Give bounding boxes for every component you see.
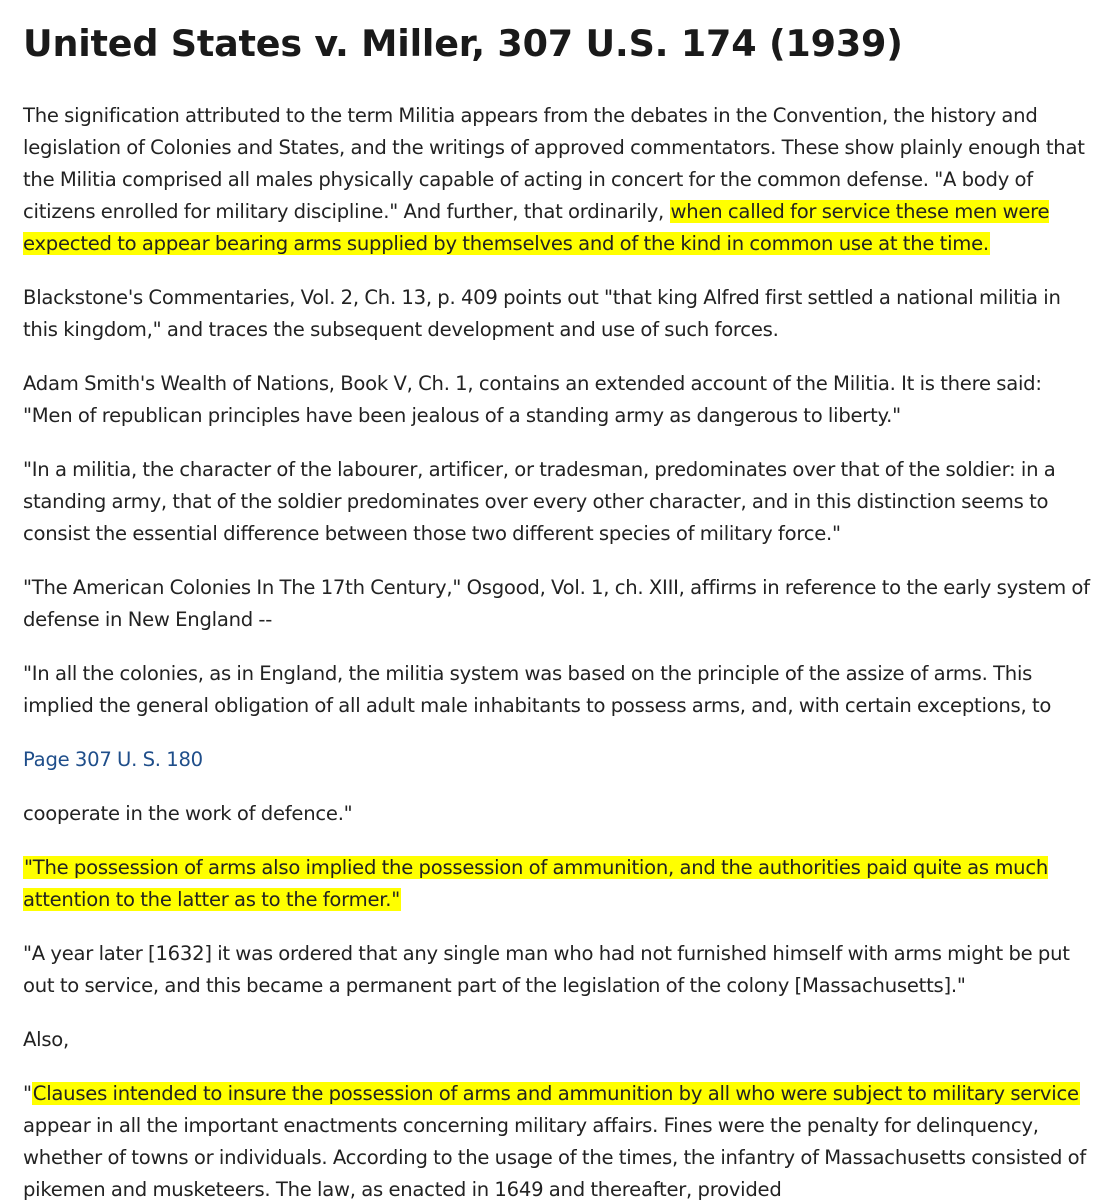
- paragraph-also: Also,: [23, 1028, 70, 1051]
- open-quote: ": [23, 1082, 32, 1105]
- paragraph-text: The signification attributed to the term Militia appears from the debates in the Convention, the history and legislation of Colonies and States, and the writings of approved commentators. These show plainly enough that the Militia comprised all males physically capable of acting in concert for the common defense. "A body of citizens enrolled for military discipline." And further, that ordinarily,: [23, 104, 1085, 223]
- paragraph-ammunition: [23, 852, 1094, 916]
- paragraph-militia-signification: [23, 100, 1094, 260]
- paragraph-adam-smith: Adam Smith's Wealth of Nations, Book V, Ch. 1, contains an extended account of the Militia. It is there said: "Men of republican principles have been jealous of a standing army as dangerous to liberty.": [23, 372, 1042, 427]
- page-title: United States v. Miller, 307 U.S. 174 (1939): [23, 22, 903, 65]
- paragraph-text: appear in all the important enactments concerning military affairs. Fines were the penalty for delinquency, whether of towns or individuals. According to the usage of the times, the infantry of Massachusetts consisted of pikemen and musketeers. The law, as enacted in 1649 and thereafter, provided: [23, 1114, 1087, 1200]
- highlighted-text: Clauses intended to insure the possession of arms and ammunition by all who were subject to military service: [32, 1082, 1079, 1105]
- highlighted-text: when called for service these men were expected to appear bearing arms supplied by themselves and of the kind in common use at the time.: [23, 200, 1050, 255]
- highlighted-text: "The possession of arms also implied the possession of ammunition, and the authorities paid quite as much attention to the latter as to the former.": [23, 856, 1049, 911]
- paragraph-clauses: [23, 1078, 1094, 1200]
- paragraph-american-colonies: "The American Colonies In The 17th Century," Osgood, Vol. 1, ch. XIII, affirms in reference to the early system of defense in New England --: [23, 576, 1090, 631]
- page-reference-link[interactable]: Page 307 U. S. 180: [23, 748, 203, 771]
- paragraph-cooperate: cooperate in the work of defence.": [23, 802, 353, 825]
- paragraph-militia-character: "In a militia, the character of the labourer, artificer, or tradesman, predominates over that of the soldier: in a standing army, that of the soldier predominates over every other character, and in this distinction seems to consist the essential difference between those two different species of military force.": [23, 458, 1056, 545]
- paragraph-blackstone: Blackstone's Commentaries, Vol. 2, Ch. 13, p. 409 points out "that king Alfred first settled a national militia in this kingdom," and traces the subsequent development and use of such forces.: [23, 286, 1061, 341]
- paragraph-assize-of-arms: "In all the colonies, as in England, the militia system was based on the principle of the assize of arms. This implied the general obligation of all adult male inhabitants to possess arms, and, with certain exceptions, to: [23, 662, 1052, 717]
- paragraph-year-later: "A year later [1632] it was ordered that any single man who had not furnished himself with arms might be put out to service, and this became a permanent part of the legislation of the colony [Massachusetts].": [23, 942, 1070, 997]
